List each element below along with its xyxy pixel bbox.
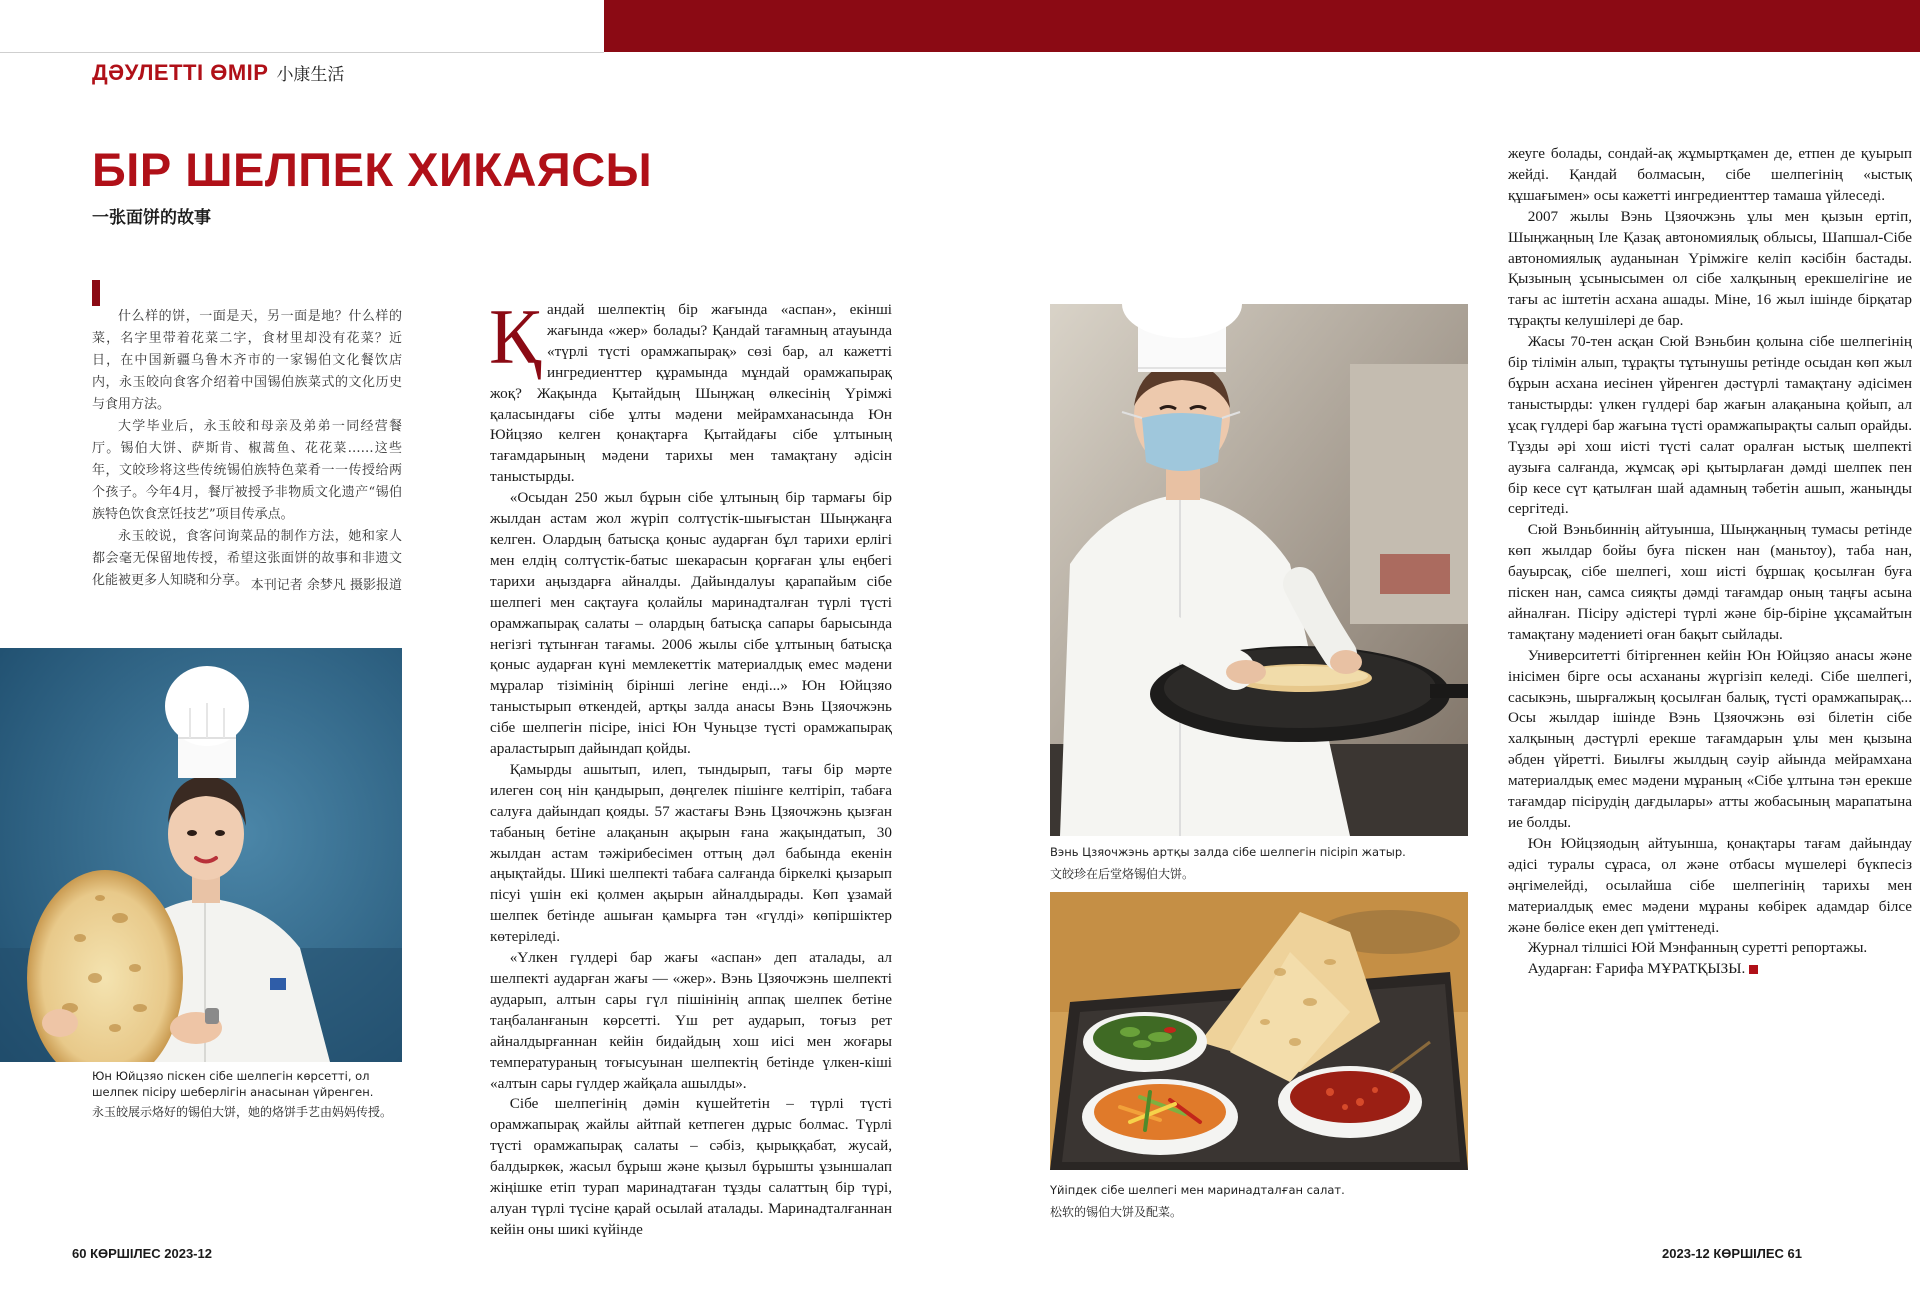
intro-chinese	[92, 306, 402, 592]
intro-marker	[92, 280, 100, 306]
article-paragraph: жеуге болады, сондай-ақ жұмыртқамен де, етпен де қуырып жейді. Қандай болмасын, сібе шелпегінің «ыстық құшағымен» осы кажетті ингредиенттер тамаша үйлеседі.	[1508, 145, 1912, 204]
caption-food-zh: 松软的锡伯大饼及配菜。	[1050, 1205, 1183, 1219]
article-translator: Аударған: Ғарифа МҰРАТҚЫЗЫ.	[1508, 959, 1912, 980]
article-paragraph: Юн Юйцзяодың айтуынша, қонақтары тағам дайындау әдісі туралы сұраса, ол және отбасы мүшелері бүкпесіз әңгімелейді, осылайша сібе шелпегінің тарихы мен материалдық емес мәдени мұраны көбірек адамдар білсе және бөлісе екен деп үміттенеді.	[1508, 834, 1912, 936]
intro-paragraph: 什么样的饼，一面是天，另一面是地？什么样的菜，名字里带着花菜二字，食材里却没有花菜？近日，在中国新疆乌鲁木齐市的一家锡伯文化餐饮店内，永玉皎向食客介绍着中国锡伯族菜式的文化历史与食用方法。	[92, 309, 402, 412]
article-column-1	[489, 293, 892, 1241]
article-paragraph: Жасы 70-тен асқан Сюй Вэньбин қолына сібе шелпегінің бір тілімін алып, тұрақты тұтынушы ретінде осыдан көп жыл бұрын асхана иесінен үйренген дәстүрлі тамақтану әдісімен таныстырды: үлкен гүлдері бар жағын алақанына қойып, ал ұсақ гүлдері бар жағына түсті орамжапырақты салып орайды. Тұзды әрі хош иісті түсті салат оралған ыстық шелпекті аузыға салғанда, жұмсақ әрі қытырлаған дәмді шелпек пен бір кесе сүт қатылған шай адамның тәбетін ашып, жаныңды сергітеді.	[1508, 333, 1912, 518]
section-title-kk: ДӘУЛЕТТІ ӨМІР	[92, 60, 269, 85]
article-paragraph: Университетті бітіргеннен кейін Юн Юйцзяо анасы және інісімен бірге осы асхананы жүргізіп келеді. Сібе шелпегі, сасыкэнь, шырғалжың қосылған балық, түсті орамжапырақ... Осы жылдар ішінде Вэнь Цзяочжэнь өзі білетін сібе халқының дәстүрлі ерекше тағамдарын ұлы мен қызына әбден үйретті. Биылғы жылдың сәуір айында мейрамхана материалдық емес мәдени мұраның «Сібе ұлтына тән ерекше тағамдар пісірудің дағдылары» атты жобасының марапатына ие болды.	[1508, 646, 1912, 831]
intro-byline: 本刊记者 余梦凡 摄影报道	[250, 578, 402, 593]
article-paragraph: Сібе шелпегінің дәмін күшейтетін – түрлі түсті орамжапырақ жайлы айтпай кетпеген дұрыс болмас. Түрлі түсті орамжапырақ салаты – сәбіз, қырыққабат, жусай, балдыркөк, жасыл бұрыш және қызыл бұрышты ұзыншалап жіңішке етіп турап маринадтаған тұзды салаттың бір түрі, алуан түрлі түсіне қарай осылай аталады. Маринадталғаннан кейін оны шикі күйінде	[490, 1095, 892, 1238]
caption-chef-zh: 文皎珍在后堂烙锡伯大饼。	[1050, 867, 1195, 881]
article-paragraph: Сюй Вэньбиннің айтуынша, Шыңжаңның тумасы ретінде көп жылдар бойы буға піскен нан (маньтоу), таба нан, бауырсақ, сібе шелпегі, хош иісті бұршақ қосылған буға піскен нан, самса сияқты дәмді тағамдар оның таңғы асына айналған. Пісіру әдістері түрлі және бір-біріне ұқсамайтын тамақтану мәдениеті оған бақыт сыйлады.	[1508, 521, 1912, 643]
article-paragraph: «Осыдан 250 жыл бұрын сібе ұлтының бір тармағы бір жылдан астам жол жүріп солтүстік-шығыстан Шыңжаңға келген. Олардың батысқа қоныс аударған бұл тарихи ерлігі мен елдің солтүстік-батыс шекарасын қорғаған ұлы еңбегі тарихи аңыздарға айналды. Дайындалуы қарапайым сібе шелпегі мен сақтауға қолайлы маринадталған түрлі түсті орамжапырақ салаты – олардың батысқа сапары барысында негізгі тұтынған тағамы. 2006 жылы сібе ұлтының батысқа қоныс аударған күні мемлекеттік материалдық емес мәдени мұралар тізімінің біріншi легіне енді...» Юн Юйцзяо таныстырып өткендей, артқы залда анасы Вэнь Цзяочжэнь сібе шелпегін пісіре, інісі Юн Чуньцзе түсті орамжапырақ араластырып дайындап қойды.	[490, 489, 892, 758]
caption-food-kk: Үйіпдек сібе шелпегі мен маринадталған салат.	[1050, 1183, 1345, 1197]
page-folio-right: 2023-12 КӨРШІЛЕС 61	[1662, 1246, 1802, 1261]
article-paragraph: 2007 жылы Вэнь Цзяочжэнь ұлы мен қызын ертіп, Шыңжаңның Іле Қазақ автономиялық облысы, Шапшал-Сібе автономиялық ауданынан Үрімжіге келіп кәсібін бастады. Қызының ұсынысымен ол сібе халқының ерекшелігіне ие тағы ас іштетін асхана ашады. Міне, 16 жыл ішінде бірқатар тұрақты келушілері де бар.	[1508, 207, 1912, 330]
header-rule	[0, 52, 604, 53]
photo-chef-with-bread	[0, 648, 402, 1062]
article-paragraph: «Үлкен гүлдері бар жағы «аспан» деп аталады, ал шелпекті аударған жағы — «жер». Вэнь Цзяочжэнь шелпекті аударып, алтын сары гүл пішінінің аппақ шелпек бетіне таңбаланғанын көрсетті. Үш рет аударып, тоғыз рет айналдырғаннан кейін бидайдың хош иісі мен жоғары температураның тоғысуынан шелпектің бетінде үлкен-кіші «алтын сары гүлдер жайқала ашылды».	[490, 949, 892, 1092]
drop-cap: Қ	[489, 293, 542, 380]
caption-chef-kk: Вэнь Цзяочжэнь артқы залда сібе шелпегін пісіріп жатыр.	[1050, 845, 1406, 859]
article-subtitle-zh: 一张面饼的故事	[92, 208, 211, 228]
intro-paragraph: 大学毕业后，永玉皎和母亲及弟弟一同经营餐厅。锡伯大饼、萨斯肯、椒蒿鱼、花花菜……这些年，文皎珍将这些传统锡伯族特色菜肴一一传授给两个孩子。今年4月，餐厅被授予非物质文化遗产“锡伯族特色饮食烹饪技艺”项目传承点。	[92, 419, 402, 522]
article-title: БІР ШЕЛПЕК ХИКАЯСЫ	[92, 143, 653, 196]
top-color-bar	[604, 0, 1920, 52]
section-title-zh: 小康生活	[276, 65, 345, 85]
article-credit: Журнал тілшісі Юй Мэнфанның суретті репортажы.	[1527, 939, 1868, 957]
article-paragraph: Қандай шелпектің бір жағында «аспан», екінші жағында «жер» болады? Қандай тағамның атауында «түрлі түсті орамжапырақ» сөзі бар, ал кажетті ингредиенттер құрамында мұндай орамжапырақ жоқ? Жақында Қытайдың Шыңжаң өлкесінің Үрімжі қаласындағы сібе ұлты мәдени мейрамханасында Юн Юйцзяо келген қонақтарға Қытайдағы сібе ұлтының тағамдарының мәдени тарихы мен тамақтану әдісін таныстырды.	[489, 293, 892, 486]
caption-left-kk: Юн Юйцзяо піскен сібе шелпегін көрсетті, ол шелпек пісіру шеберлігін анасынан үйренген.	[92, 1069, 374, 1099]
photo-chef-frying	[1050, 304, 1468, 836]
photo-bread-salad	[1050, 892, 1468, 1170]
article-paragraph: Қамырды ашытып, илеп, тындырып, тағы бір мәрте илеген соң нін қандырып, дөңгелек пішінге келтіріп, табаға салуға дайындап қояды. 57 жастағы Вэнь Цзяочжэнь қызған табаның бетіне алақанын ақырын ғана жақындатып, 30 жылдан астам тәжірибесімен оттың дәл бабында екенін аңықтайды. Шикі шелпекті табаға салғанда біркелкі қызарып пісуі үшін екі қолмен ақырын айналдырады. Көп ұзамай шелпек бетінде ашыған қамырға тән «гүлді» көпіршіктер көтеріледі.	[490, 760, 892, 946]
end-mark-icon	[1749, 965, 1758, 974]
article-column-3	[1508, 144, 1912, 980]
caption-left-zh: 永玉皎展示烙好的锡伯大饼，她的烙饼手艺由妈妈传授。	[92, 1105, 393, 1119]
page-folio-left: 60 КӨРШІЛЕС 2023-12	[72, 1246, 212, 1261]
intro-paragraph: 永玉皎说，食客问询菜品的制作方法，她和家人都会毫无保留地传授，希望这张面饼的故事和非遗文化能被更多人知晓和分享。	[92, 529, 402, 588]
section-header	[92, 60, 344, 88]
